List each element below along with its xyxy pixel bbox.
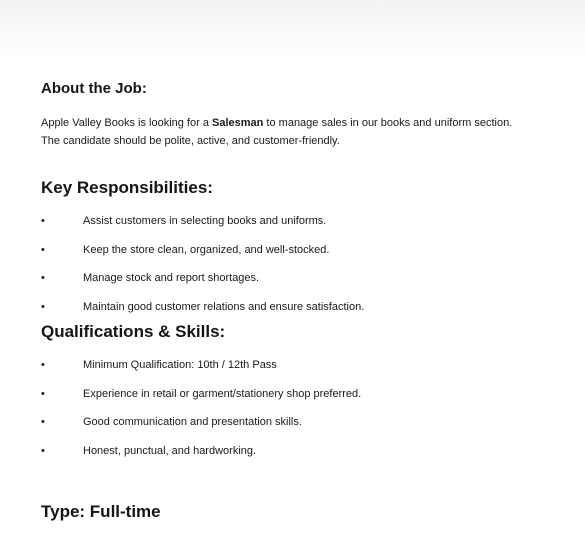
bullet-icon: • xyxy=(41,444,45,457)
list-item-text: Assist customers in selecting books and uniforms. xyxy=(83,215,327,227)
responsibilities-list xyxy=(41,214,581,328)
bullet-icon: • xyxy=(41,300,45,313)
list-item xyxy=(41,271,581,300)
list-item xyxy=(41,444,581,473)
position-title: Salesman xyxy=(212,117,264,129)
bullet-icon: • xyxy=(41,387,45,400)
list-item-text: Maintain good customer relations and ensure satisfaction. xyxy=(83,300,365,313)
about-paragraph xyxy=(41,114,581,150)
list-item xyxy=(41,358,581,387)
bullet-icon: • xyxy=(41,272,45,284)
page-top-shadow xyxy=(0,0,585,60)
list-item-text: Good communication and presentation skills. xyxy=(83,416,302,428)
bullet-icon: • xyxy=(41,416,45,428)
bullet-icon: • xyxy=(41,359,45,371)
about-line1-start: Apple Valley Books is looking for a xyxy=(41,117,212,129)
list-item-text: Keep the store clean, organized, and well-stocked. xyxy=(83,243,330,256)
list-item-text: Experience in retail or garment/stationery shop preferred. xyxy=(83,387,362,400)
job-description-document xyxy=(41,80,581,522)
about-line2: The candidate should be polite, active, and customer-friendly. xyxy=(41,135,340,147)
list-item xyxy=(41,214,581,243)
qualifications-list xyxy=(41,358,581,472)
responsibilities-heading: Key Responsibilities: xyxy=(41,178,213,197)
list-item-text: Manage stock and report shortages. xyxy=(83,272,260,284)
list-item xyxy=(41,387,581,416)
about-heading: About the Job: xyxy=(41,80,147,97)
list-item-text: Honest, punctual, and hardworking. xyxy=(83,444,257,457)
job-type-heading: Type: Full-time xyxy=(41,502,161,521)
list-item-text: Minimum Qualification: 10th / 12th Pass xyxy=(83,359,277,371)
list-item xyxy=(41,243,581,272)
qualifications-heading: Qualifications & Skills: xyxy=(41,322,226,341)
about-line1-end: to manage sales in our books and uniform section. xyxy=(263,117,513,129)
bullet-icon: • xyxy=(41,243,45,256)
bullet-icon: • xyxy=(41,215,45,227)
list-item xyxy=(41,415,581,444)
list-item xyxy=(41,300,581,329)
